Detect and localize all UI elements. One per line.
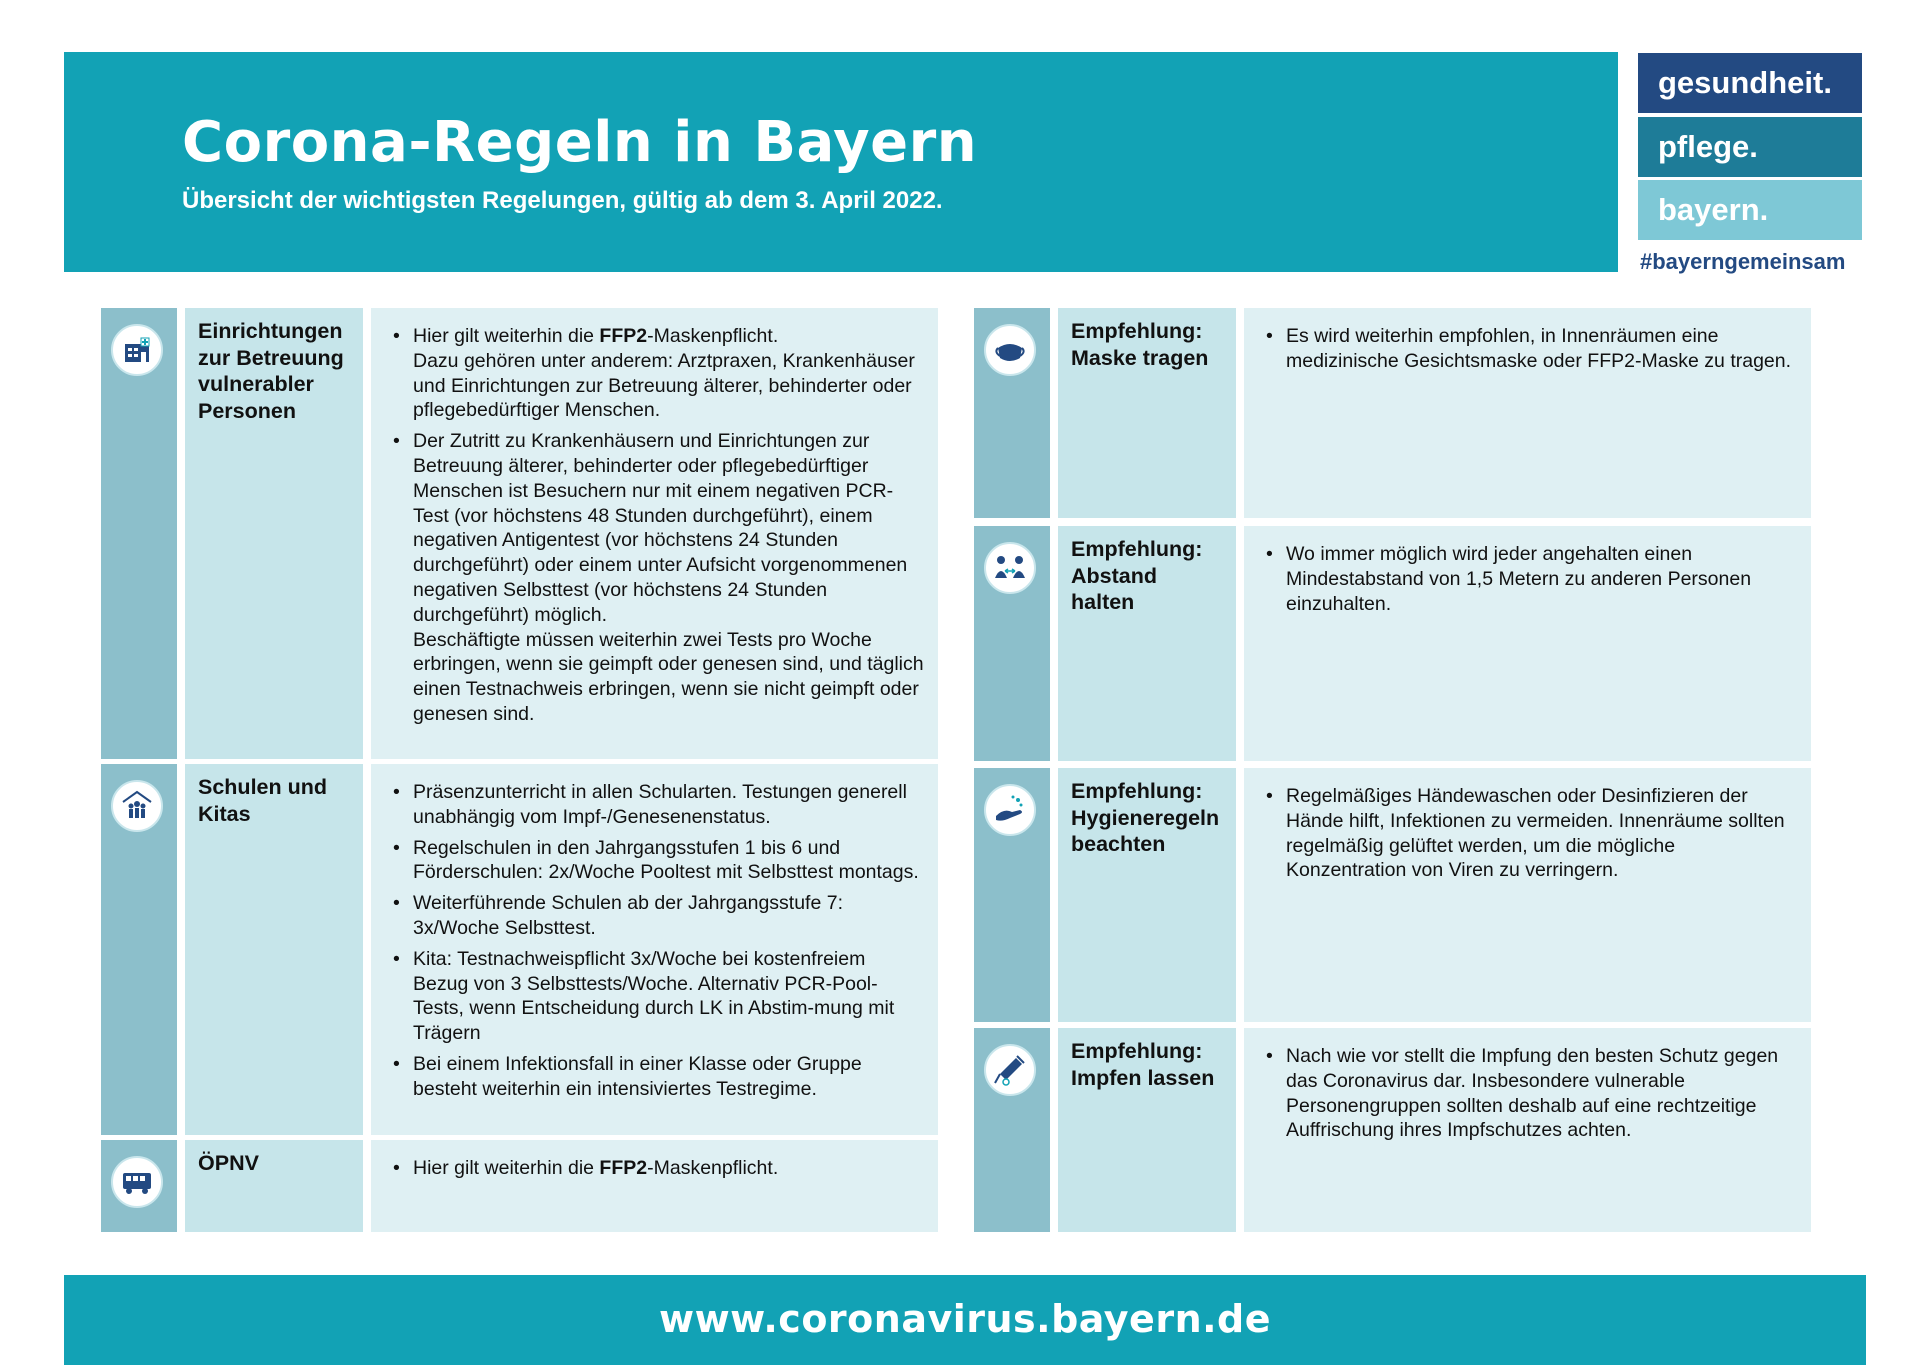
hospital-icon — [111, 324, 163, 376]
section-maske — [974, 308, 1811, 518]
section-label: Empfehlung: Hygieneregeln beachten — [1058, 768, 1236, 1022]
list-item: • Es wird weiterhin empfohlen, in Innenräumen eine medizinische Gesichtsmaske oder FFP2-Maske zu tragen. — [1286, 324, 1799, 374]
handwash-icon — [984, 784, 1036, 836]
school-icon — [111, 780, 163, 832]
distance-icon — [984, 542, 1036, 594]
list-item: • Regelschulen in den Jahrgangsstufen 1 bis 6 und Förderschulen: 2x/Woche Pooltest mit Selbsttest montags. — [413, 836, 926, 886]
section-strip — [974, 768, 1050, 1022]
section-content — [371, 764, 938, 1135]
brand-bayern: bayern. — [1638, 180, 1862, 240]
section-strip — [974, 308, 1050, 518]
section-label: Empfehlung: Maske tragen — [1058, 308, 1236, 518]
bus-icon — [111, 1156, 163, 1208]
page-title: Corona-Regeln in Bayern — [182, 110, 978, 175]
section-label: Einrichtungen zur Betreuung vulnerabler Personen — [185, 308, 363, 759]
list-item: • Regelmäßiges Händewaschen oder Desinfizieren der Hände hilft, Infektionen zu vermeiden. Innenräume sollten regelmäßig gelüftet werden, um die mögliche Konzentration von Viren zu verringern. — [1286, 784, 1799, 883]
section-label: Empfehlung: Abstand halten — [1058, 526, 1236, 761]
page-subtitle: Übersicht der wichtigsten Regelungen, gültig ab dem 3. April 2022. — [182, 187, 943, 214]
section-hygiene — [974, 768, 1811, 1022]
list-item: • Hier gilt weiterhin die FFP2-Maskenpflicht. Dazu gehören unter anderem: Arztpraxen, Krankenhäuser und Einrichtungen zur Betreuung älterer, behinderter oder pflegebedürftiger Menschen. — [413, 324, 926, 423]
list-item: • Der Zutritt zu Krankenhäusern und Einrichtungen zur Betreuung älterer, behinderter oder pflegebedürftiger Menschen ist Besuchern nur mit einem negativen PCR-Test (vor höchstens 48 Stunden durchgeführt), einem negativen Antigentest (vor höchstens 24 Stunden durchgeführt) oder einem unter Aufsicht vorgenommenen negativen Selbsttest (vor höchstens 24 Stunden durchgeführt) möglich. Beschäftigte müssen weiterhin zwei Tests pro Woche erbringen, wenn sie geimpft oder genesen sind, und täglich einen Testnachweis erbringen, wenn sie nicht geimpft oder genesen sind. — [413, 429, 926, 727]
header-banner — [64, 52, 1618, 272]
footer-banner — [64, 1275, 1866, 1365]
section-label: Empfehlung: Impfen lassen — [1058, 1028, 1236, 1232]
brand-pflege: pflege. — [1638, 117, 1862, 177]
section-content — [1244, 308, 1811, 518]
section-strip — [101, 308, 177, 759]
list-item: • Hier gilt weiterhin die FFP2-Maskenpflicht. — [413, 1156, 926, 1181]
section-label: ÖPNV — [185, 1140, 363, 1232]
section-einrichtungen — [101, 308, 938, 759]
section-content — [371, 308, 938, 759]
hashtag: #bayerngemeinsam — [1640, 249, 1846, 274]
section-strip — [101, 764, 177, 1135]
section-strip — [101, 1140, 177, 1232]
section-impfen — [974, 1028, 1811, 1232]
section-abstand — [974, 526, 1811, 761]
vaccine-icon — [984, 1044, 1036, 1096]
section-strip — [974, 1028, 1050, 1232]
footer-url[interactable]: www.coronavirus.bayern.de — [658, 1297, 1272, 1341]
section-schulen — [101, 764, 938, 1135]
list-item: • Präsenzunterricht in allen Schularten. Testungen generell unabhängig vom Impf-/Genesenenstatus. — [413, 780, 926, 830]
section-content — [1244, 526, 1811, 761]
section-strip — [974, 526, 1050, 761]
section-content — [371, 1140, 938, 1232]
section-content — [1244, 768, 1811, 1022]
section-oepnv — [101, 1140, 938, 1232]
list-item: • Weiterführende Schulen ab der Jahrgangsstufe 7: 3x/Woche Selbsttest. — [413, 891, 926, 941]
list-item: • Kita: Testnachweispflicht 3x/Woche bei kostenfreiem Bezug von 3 Selbsttests/Woche. Alternativ PCR-Pool-Tests, wenn Entscheidung durch LK in Abstim-mung mit Trägern — [413, 947, 926, 1046]
brand-gesundheit: gesundheit. — [1638, 53, 1862, 113]
section-label: Schulen und Kitas — [185, 764, 363, 1135]
list-item: • Bei einem Infektionsfall in einer Klasse oder Gruppe besteht weiterhin ein intensiviertes Testregime. — [413, 1052, 926, 1102]
section-content — [1244, 1028, 1811, 1232]
list-item: • Nach wie vor stellt die Impfung den besten Schutz gegen das Coronavirus dar. Insbesondere vulnerable Personengruppen sollten deshalb auf eine rechtzeitige Auffrischung ihres Impfschutzes achten. — [1286, 1044, 1799, 1143]
mask-icon — [984, 324, 1036, 376]
list-item: • Wo immer möglich wird jeder angehalten einen Mindestabstand von 1,5 Metern zu anderen Personen einzuhalten. — [1286, 542, 1799, 616]
